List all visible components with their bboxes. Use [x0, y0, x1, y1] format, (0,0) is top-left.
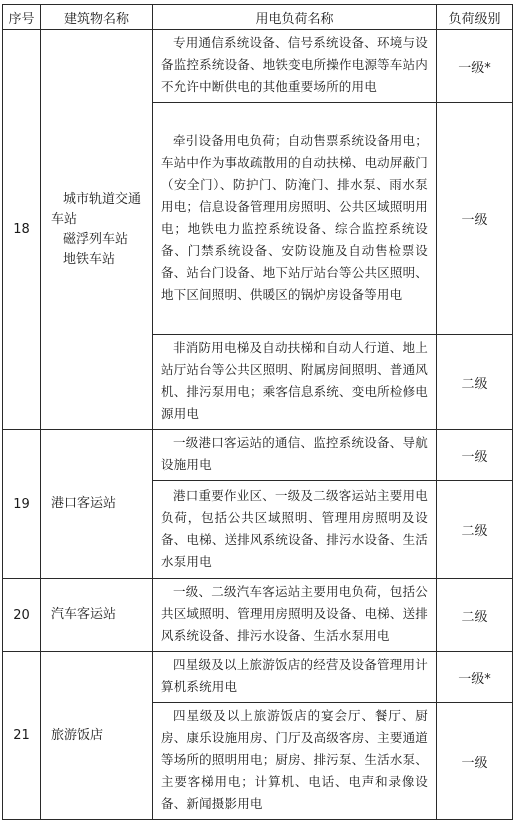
load-description — [153, 703, 437, 820]
table-row — [3, 579, 513, 652]
row-number: 18 — [3, 30, 41, 430]
load-level: 一级 — [437, 430, 513, 481]
row-number: 19 — [3, 430, 41, 579]
header-row — [3, 5, 513, 30]
load-level: 二级 — [437, 579, 513, 652]
building-name — [41, 30, 153, 430]
load-text: 牵引设备用电负荷；自动售票系统设备用电；车站中作为事故疏散用的自动扶梯、电动屏蔽门（安全门）、防护门、防淹门、排水泵、雨水泵用电；信息设备管理用房照明、公共区域照明用电；地铁电力监控系统设备、综合监控系统设备、门禁系统设备、安防设施及自动售检票设备、站台门设备、地下站厅站台等公共区照明、地下区间照明、供暖区的锅炉房设备等用电 — [161, 132, 428, 302]
building-line: 城市轨道交通 — [63, 191, 142, 207]
load-level: 一级 — [437, 103, 513, 335]
row-number: 20 — [3, 579, 41, 652]
load-description — [153, 30, 437, 103]
load-classification-table — [2, 4, 513, 820]
load-text: 非消防用电梯及自动扶梯和自动人行道、地上站厅站台等公共区照明、附属房间照明、普通风机、排污泵用电；乘客信息系统、变电所检修电源用电 — [161, 340, 428, 421]
table-row — [3, 30, 513, 103]
load-description — [153, 652, 437, 703]
load-text: 四星级及以上旅游饭店的宴会厅、餐厅、厨房、康乐设施用房、门厅及高级客房、主要通道等场所的照明用电；厨房、排污泵、生活水泵、主要客梯用电；计算机、电话、电声和录像设备、新闻摄影用电 — [161, 708, 428, 811]
table-row — [3, 652, 513, 703]
load-level: 二级 — [437, 335, 513, 430]
load-level: 一级* — [437, 652, 513, 703]
load-text: 一级港口客运站的通信、监控系统设备、导航设施用电 — [161, 435, 428, 472]
row-number: 21 — [3, 652, 41, 820]
load-text: 专用通信系统设备、信号系统设备、环境与设备监控系统设备、地铁变电所操作电源等车站内不允许中断供电的其他重要场所的用电 — [161, 35, 428, 94]
load-description — [153, 335, 437, 430]
building-line: 汽车客运站 — [51, 607, 117, 622]
load-level: 一级 — [437, 703, 513, 820]
building-line: 磁浮列车站 — [63, 231, 129, 247]
load-description — [153, 481, 437, 579]
load-description — [153, 103, 437, 335]
header-no: 序号 — [3, 5, 41, 30]
load-description — [153, 579, 437, 652]
load-level: 一级* — [437, 30, 513, 103]
header-building: 建筑物名称 — [41, 5, 153, 30]
header-level: 负荷级别 — [437, 5, 513, 30]
building-line: 港口客运站 — [51, 496, 117, 511]
load-text: 港口重要作业区、一级及二级客运站主要用电负荷，包括公共区域照明、管理用房照明及设备、电梯、送排风系统设备、排污水设备、生活水泵用电 — [161, 487, 428, 569]
building-name — [41, 579, 153, 652]
building-line: 旅游饭店 — [51, 727, 104, 743]
header-load: 用电负荷名称 — [153, 5, 437, 30]
load-description — [153, 430, 437, 481]
load-level: 二级 — [437, 481, 513, 579]
load-text: 四星级及以上旅游饭店的经营及设备管理用计算机系统用电 — [161, 657, 428, 694]
table-row — [3, 430, 513, 481]
building-name — [41, 652, 153, 820]
building-name — [41, 430, 153, 579]
building-line: 车站 — [51, 211, 78, 227]
building-line: 地铁车站 — [63, 251, 116, 267]
load-text: 一级、二级汽车客运站主要用电负荷，包括公共区域照明、管理用房照明及设备、电梯、送排风系统设备、排污水设备、生活水泵用电 — [161, 584, 428, 643]
